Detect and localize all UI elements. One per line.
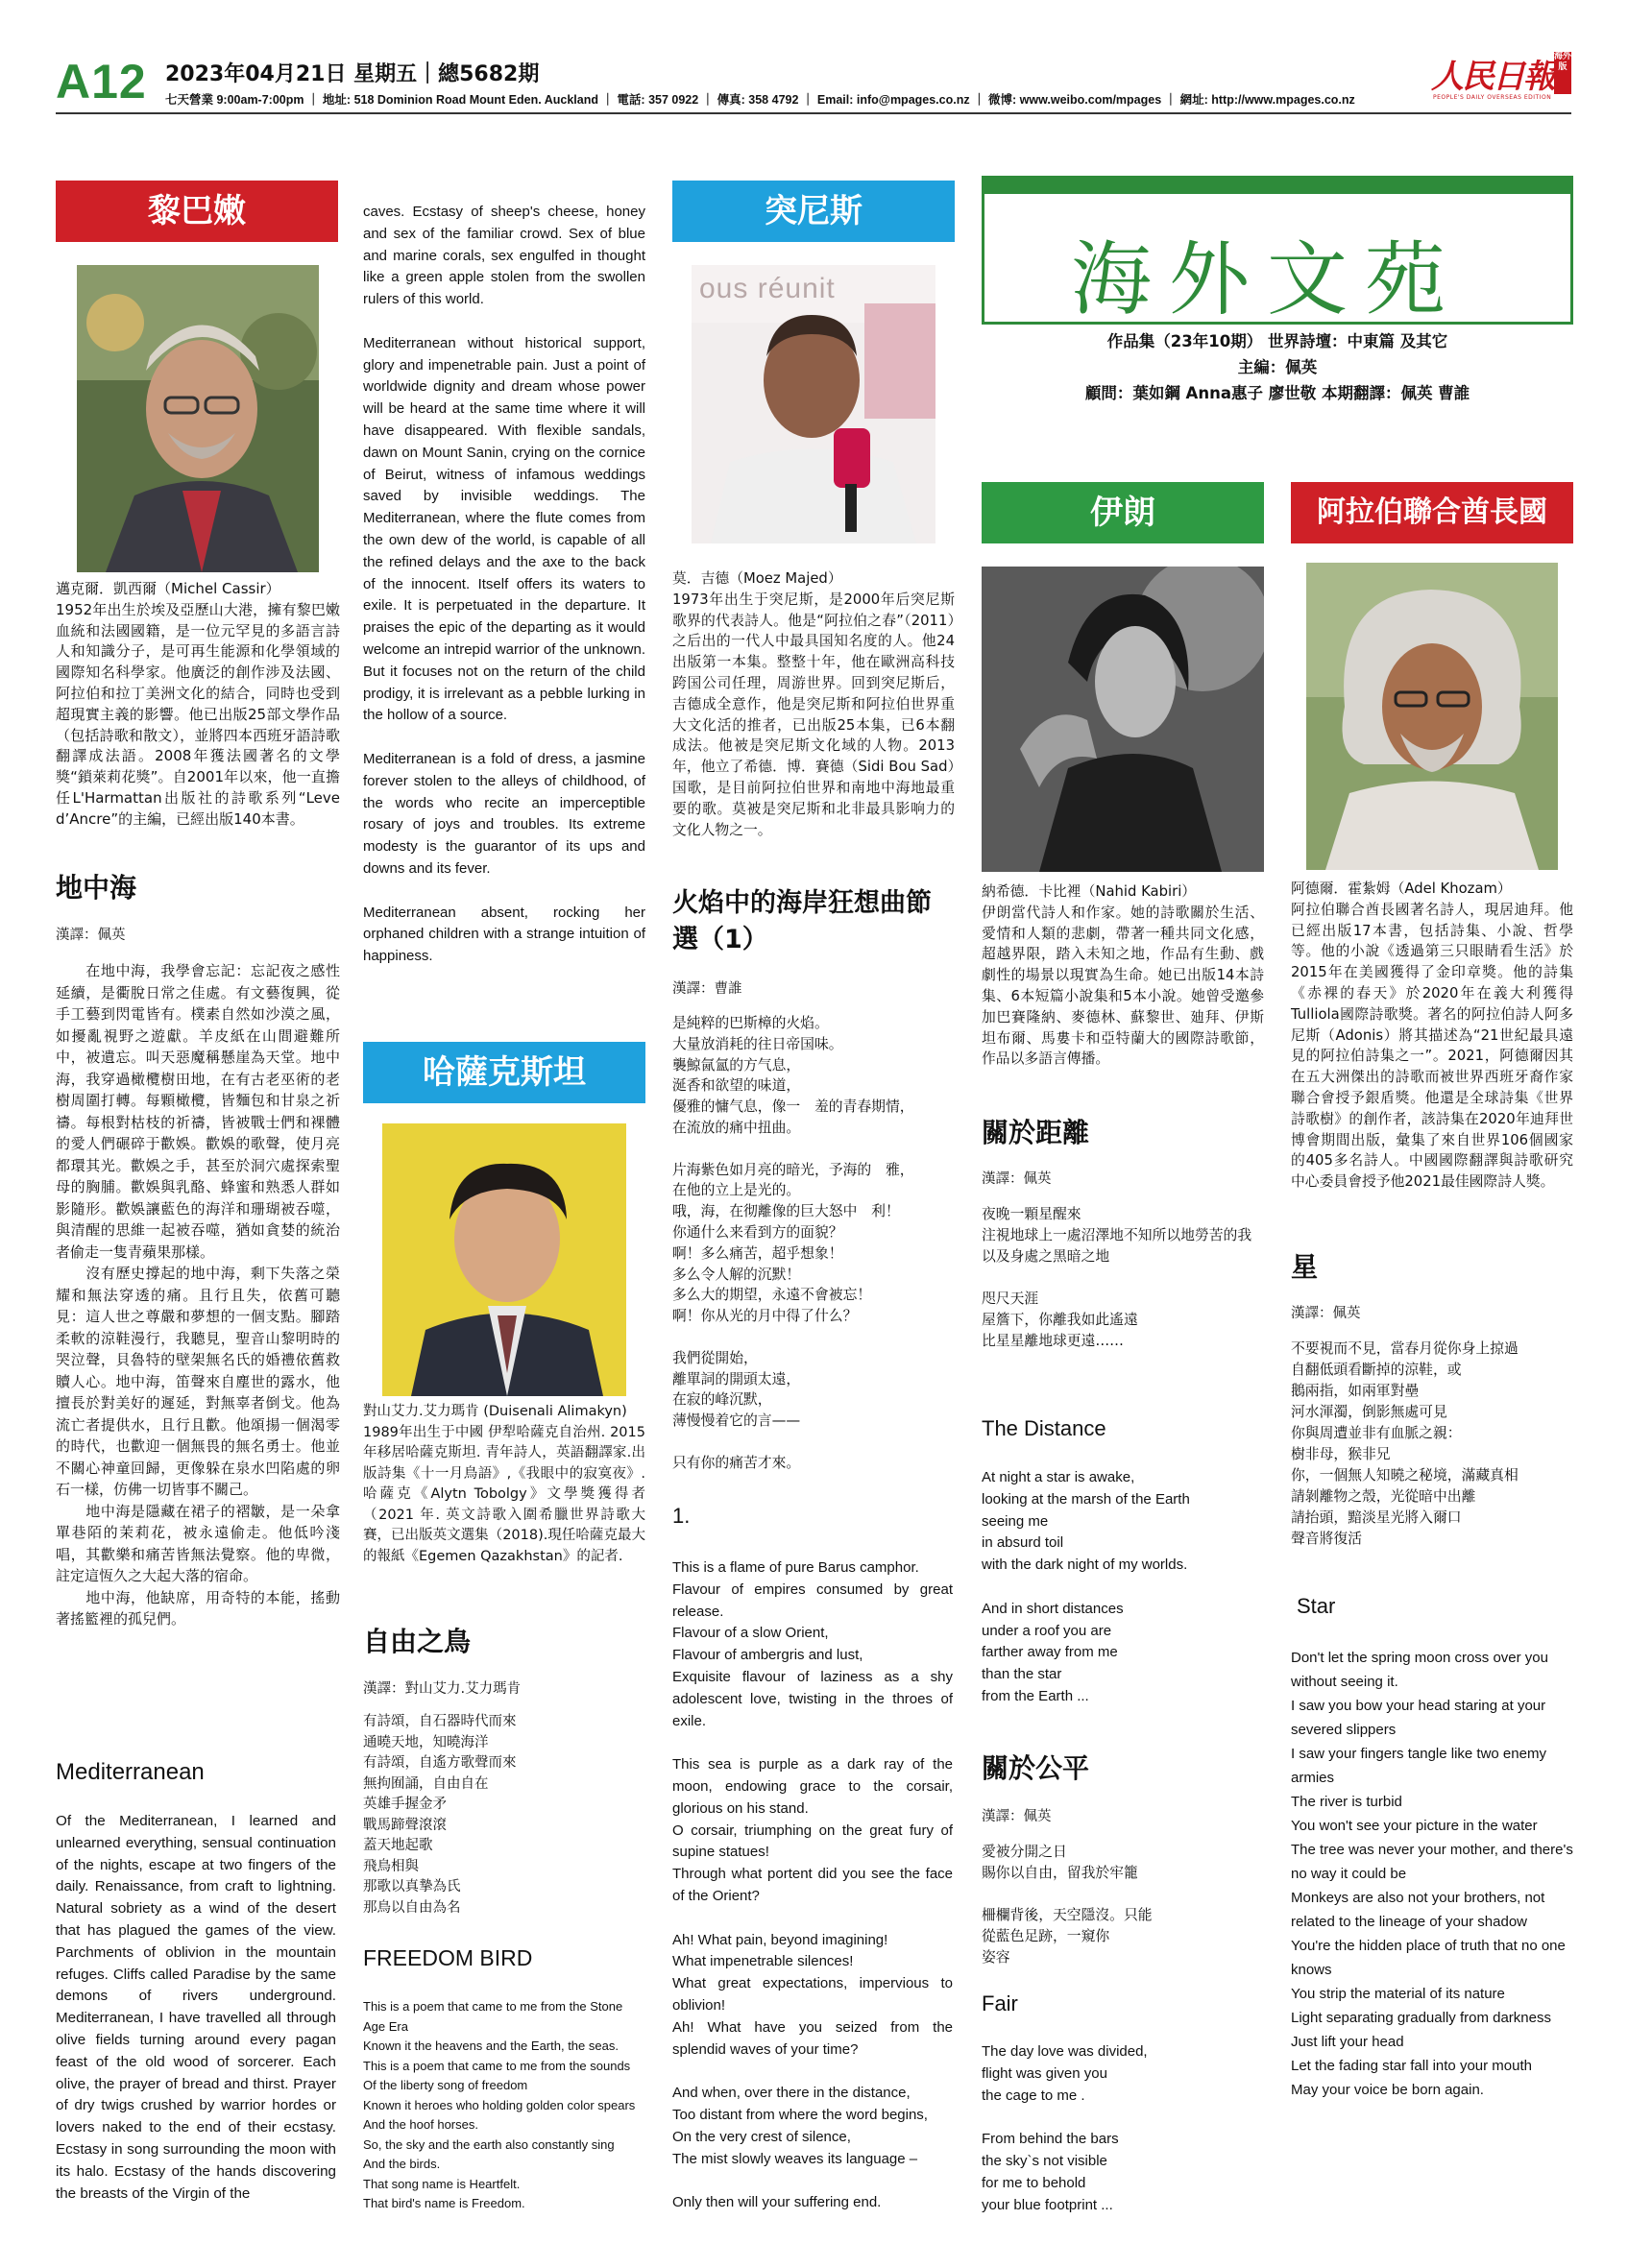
column-masthead <box>982 176 1573 325</box>
poem-body-mediterranean-en-2: caves. Ecstasy of sheep's cheese, honey and sex of the familiar crowd. Sex of blue and marine corals, sex engulfed in thought like a green apple stolen from the swollen rulers of this world. Mediterranean without historical support, glory and impenetrable pain. Just a point of worldwide dignity and dream whose power will be heard at the same time where it will have disappeared. With flexible sandals, dawn on Mount Sanin, crying on the cornice of Beirut, witness of infamous weddings saved by invisible weddings. The Mediterranean, where the flute comes from the own dew of the world, is capable of all the refined delays and the axe to the back of the innocent. Itself offers its waters to exile. It is perpetuated in the departure. It praises the epic of the departing as it would welcome an intrepid warrior of the unknown. But it focuses not on the return of the child prodigy, it is irrelevant as a pebble lurking in the hollow of a source. Mediterranean is a fold of dress, a jasmine forever stolen to the alleys of childhood, of the words who recite an imperceptible rosary of joys and troubles. Its extreme modesty is the guarantor of its ups and downs and its fever. Mediterranean absent, rocking her orphaned children with a strange intuition of happiness. <box>363 204 645 965</box>
poem-body-fair-en: The day love was divided, flight was given you the cage to me . From behind the bars the sky`s not visible for me to behold your blue footprint ... <box>982 2043 1148 2213</box>
section-banner-tunisia: 突尼斯 <box>672 181 955 242</box>
photo-background-sign: ous réunit <box>699 273 836 304</box>
poem-body-star-en: Don't let the spring moon cross over you without seeing it. I saw you bow your head staring at your severed slippers I saw your fingers tangle like two enemy armies The river is turbid You won't see your picture in the water The tree was never your mother, and there's no way it could be Monkeys are also not your brothers, not related to the lineage of your shadow You're the hidden place of truth that no one knows You strip the material of its nature Light separating gradually from darkness Just lift your head Let the fading star fall into your mouth May your voice be born again. <box>1291 1650 1573 2098</box>
poem-body-coast-rhapsody-zh: 是純粹的巴斯樟的火焰。 大量放消耗的往日帝国味。 襲鯨氤氳的方气息， 涎香和欲望的味道， 優雅的慵气息，像一 羞的青春期情， 在流放的痛中扭曲。 片海紫色如月亮的暗光，予海的 雅， 在他的立上是光的。 哦，海，在彻離像的巨大怒中 利！ 你通什么来看到方的面貌？ 啊！多么痛苦，超乎想象！ 多么令人解的沉默！ 多么大的期望，永遠不會被忘！ 啊！你从光的月中得了什么？ 我們從開始， 離單詞的開頭太遠， 在寂的峰沉默， 薄慢慢着它的言—— 只有你的痛苦才來。 <box>672 1015 914 1471</box>
poem-title-star-zh: 星 <box>1291 1251 1319 1283</box>
header-rule <box>56 112 1571 114</box>
section-banner-lebanon: 黎巴嫩 <box>56 181 338 242</box>
translator-tunisia: 漢譯：曹誰 <box>672 981 742 997</box>
poem-title-fair-zh: 關於公平 <box>982 1752 1090 1784</box>
poem-title-star-en: Star <box>1297 1594 1336 1618</box>
bio-tunisia: 莫．吉德（Moez Majed） 1973年出生于突尼斯，是2000年后突尼斯歌界的代表詩人。他是“阿拉伯之春”（2011）之后出的一代人中最具国知名度的人。他24出版第一本集。整整十年，他在歐洲高科技跨国公司任理，周游世界。回到突尼斯后，吉德成全意作，他是突尼斯和阿拉伯世界重大文化活的推者，已出版25本集，已6本翻成法。他被是突尼斯文化域的人物。2013年，他立了希德．博．賽德（Sidi Bou Sad）国歌，是目前阿拉伯世界和南地中海地最重要的歌。莫被是突尼斯和北非最具影响力的文化人物之一。 <box>672 570 955 838</box>
poem-body-mediterranean-en-1: Of the Mediterranean, I learned and unlearned everything, sensual continuation of the nights, escape at two fingers of the daily. Renaissance, from craft to lightning. Natural sobriety as a wind of the desert that has plagued the games of the view. Parchments of oblivion in the mountain refuges. Cliffs called Paradise by the same demons of rivers underground. Mediterranean, I have travelled all through olive fields turning around every pagan feast of the old wood of sorcerer. Each olive, the prayer of bread and thirst. Prayer of dry twigs crushed by warrior hordes or lovers naked to the end of their ecstasy. Ecstasy in song surrounding the moon with its halo. Ecstasy of the hands discovering the breasts of the Virgin of the <box>56 1813 336 2202</box>
translator-lebanon: 漢譯：佩英 <box>56 928 126 943</box>
translator-iran-2: 漢譯：佩英 <box>982 1809 1052 1824</box>
poem-body-star-zh: 不要視而不見，當春月從你身上掠過 自翻低頭看斷掉的涼鞋，或 鵝兩指，如兩軍對壘 河水渾濁，倒影無處可見 你與周遭並非有血脈之親： 樹非母，猴非兄 你，一個無人知曉之秘境，滿藏真相 請剝離物之殼，光從暗中出離 請抬頭，黯淡星光將入爾口 聲音將復活 <box>1291 1340 1519 1547</box>
poem-title-distance-zh: 關於距離 <box>982 1117 1090 1148</box>
photo-moez-majed <box>692 265 935 543</box>
portrait-image <box>692 265 935 543</box>
poem-title-mediterranean-zh: 地中海 <box>56 872 137 904</box>
portrait-image <box>382 1123 626 1396</box>
masthead-title: 海外文苑 <box>1071 232 1464 326</box>
contact-info-line: 七天營業 9:00am-7:00pm ｜ 地址: 518 Dominion Road Mount Eden. Auckland ｜ 電話: 357 0922 ｜ 傳真: 358 4792 ｜ Email: info@mpages.co.nz ｜ 微博: www.weibo.com/mpages ｜ 網址: http://www.mpages.co.nz <box>165 93 1355 107</box>
credits-line-3: 顧問：葉如鋼 Anna惠子 廖世敬 本期翻譯：佩英 曹誰 <box>1084 384 1470 402</box>
poem-body-fair-zh: 愛被分開之日 賜你以自由，留我於牢籠 柵欄背後，天空隱沒。只能 從藍色足跡，一窺你 姿容 <box>982 1844 1153 1966</box>
issue-date-line: 2023年04月21日 星期五｜總5682期 <box>165 62 540 86</box>
section-banner-kazakhstan: 哈薩克斯坦 <box>363 1042 645 1103</box>
poem-section-number: 1. <box>672 1504 691 1528</box>
logo-text: 人民日報 <box>1431 58 1554 96</box>
bio-lebanon: 邁克爾．凱西爾（Michel Cassir） 1952年出生於埃及亞歷山大港，擁有黎巴嫩血統和法國國籍，是一位元罕見的多語言詩人和知識分子，是可再生能源和化學領域的國際知名科學家。他廣泛的創作涉及法國、阿拉伯和拉丁美洲文化的結合，同時也受到超現實主義的影響。他已出版25部文學作品（包括詩歌和散文），並將四本西班牙語詩歌翻譯成法語。2008年獲法國著名的文學獎“鎖萊莉花獎”。自2001年以來，他一直擔任L'Harmattan出版社的詩歌系列“Leve d’Ancre”的主編，已經出版140本書。 <box>56 580 340 828</box>
newspaper-logo[interactable] <box>1431 50 1575 109</box>
poem-title-coast-rhapsody-zh: 火焰中的海岸狂想曲節選（1） <box>672 888 932 954</box>
poem-body-freedom-bird-zh: 有詩頌，自石器時代而來 通曉天地，知曉海洋 有詩頌，自遙方歌聲而來 無拘囿誦，自由自在 英雄手握金矛 戰馬蹄聲滾滾 蓋天地起歌 飛鳥相與 那歌以真摯為氏 那鳥以自由為名 <box>363 1714 517 1916</box>
bio-uae: 阿德爾．霍紮姆（Adel Khozam） 阿拉伯聯合酋長國著名詩人，現居迪拜。他已經出版17本書，包括詩集、小說、哲學等。他的小說《透過第三只眼睛看生活》於2015年在美國獲得了金印章獎。他的詩集《赤裸的春天》於2020年在義大利獲得Tulliola國際詩歌獎。著名的阿拉伯詩人阿多尼斯（Adonis）將其描述為“21世紀最具遠見的阿拉伯詩集之一”。2021，阿德爾因其在五大洲傑出的詩歌而被世界西班牙裔作家聯合會授予銀盾獎。他還是全球詩集《世界詩歌樹》的創作者，該詩集在2020年迪拜世博會期間出版，彙集了來自世界106個國家的405多名詩人。中國國際翻譯與詩歌研究中心委員會授予他2021最佳國際詩人獎。 <box>1291 881 1573 1191</box>
poem-body-mediterranean-zh: 在地中海，我學會忘記：忘記夜之感性延續，是衢脫日常之佳處。有文藝復興，從手工藝到閃電皆有。樸素自然如沙漠之風，如擾亂視野之遊獻。羊皮紙在山間避難所中，被遺忘。叫天惡魔稱懸崖為天堂。地中海，我穿過橄欖樹田地，在有古老巫術的老樹周圍打轉。每顆橄欖，皆麵包和甘泉之祈禱。每根對枯枝的祈禱，皆被戰士們和裸體的愛人們碾碎于歡娛。歡娛的歌聲，使月亮都環其光。歡娛之手，甚至於洞穴處探索聖母的胸脯。歡娛與乳酪、蜂蜜和熟悉人群如影隨形。歡娛讓藍色的海洋和珊瑚被吞噬，與清醒的思維一起被吞噬，猶如貪婪的統治者偷走一隻青蘋果那樣。 沒有歷史撐起的地中海，剩下失落之榮耀和無法穿透的痛。且行且失，依舊可聽見：這人世之尊嚴和夢想的一個支點。腳踏柔軟的涼鞋漫行，我聽見，聖音山黎明時的哭泣聲，貝魯特的壁架無名氏的婚禮依舊救贖人心。地中海，笛聲來自塵世的露水，他擅長於對美好的遲延，對無辜者倒戈。他為流亡者提供水，且行且歡。他頌揚一個渴零的時代，也歡迎一個無畏的無名勇士。他並不關心神童回歸，更像躲在泉水凹陷處的卵石一樣，仿佛一切皆事不關己。 地中海是隱藏在裙子的褶皺，是一朵拿單巷陌的茉莉花，被永遠偷走。他低吟淺唱，其歡樂和痛苦皆無法覺察。他的卑微，註定這恆久之大起大落的宿命。 地中海，他缺席，用奇特的本能，搖動著搖籃裡的孤兒們。 <box>56 962 340 1628</box>
poem-title-freedom-bird-zh: 自由之鳥 <box>363 1626 472 1657</box>
poem-title-freedom-bird-en: FREEDOM BIRD <box>363 1945 533 1970</box>
poem-body-distance-zh: 夜晚一顆星醒來 注視地球上一處沼澤地不知所以地勞苦的我 以及身處之黑暗之地 咫尺天涯 屋簷下，你離我如此遙遠 比星星離地球更遠…… <box>982 1206 1252 1349</box>
masthead-top-bar <box>984 179 1570 194</box>
translator-iran-1: 漢譯：佩英 <box>982 1171 1052 1187</box>
masthead-credits <box>982 328 1573 406</box>
credits-line-1: 作品集（23年10期） 世界詩壇：中東篇 及其它 <box>1106 332 1448 350</box>
poem-title-distance-en: The Distance <box>982 1416 1106 1440</box>
bio-iran: 納希德．卡比裡（Nahid Kabiri） 伊朗當代詩人和作家。她的詩歌關於生活、愛情和人類的悲劇，帶著一種共同文化感，超越界限，踏入未知之地，作品有生動、戲劇性的場景以現實為生命。她已出版14本詩集、6本短篇小說集和5本小說。她曾受邀參加巴賽隆納、麥德林、蘇黎世、廸拜、伊斯坦布爾、馬婁卡和亞特蘭大的國際詩歌節，作品以多語言傳播。 <box>982 883 1264 1068</box>
translator-kazakhstan: 漢譯：對山艾力.艾力瑪肯 <box>363 1681 522 1697</box>
photo-duisenali-alimakyn <box>382 1123 626 1396</box>
poem-body-distance-en: At night a star is awake, looking at the marsh of the Earth seeing me in absurd toil with the dark night of my worlds. And in short distances under a roof you are farther away from me than the star from the Earth ... <box>982 1469 1190 1704</box>
photo-nahid-kabiri <box>982 567 1264 872</box>
credits-line-2: 主編：佩英 <box>1237 358 1318 376</box>
poem-title-mediterranean-en: Mediterranean <box>56 1759 205 1785</box>
portrait-image <box>77 265 319 572</box>
section-banner-uae: 阿拉伯聯合酋長國 <box>1291 482 1573 543</box>
logo-subtitle: PEOPLE'S DAILY OVERSEAS EDITION <box>1433 94 1552 101</box>
portrait-image <box>1306 563 1558 870</box>
photo-adel-khozam <box>1306 563 1558 870</box>
poem-title-fair-en: Fair <box>982 1991 1018 2015</box>
poem-body-coast-rhapsody-en: This is a flame of pure Barus camphor. Flavour of empires consumed by great release. Flavour of a slow Orient, Flavour of ambergris and lust, Exquisite flavour of laziness as a shy adolescent love, twisting in the throes of exile. This sea is purple as a dark ray of the moon, endowing grace to the corsair, glorious on his stand. O corsair, triumphing on the great fury of supine statues! Through what portent did you see the face of the Orient? Ah! What pain, beyond imagining! What impenetrable silences! What great expectations, impervious to oblivion! Ah! What have you seized from the splendid waves of your time? And when, over there in the distance, Too distant from where the word begins, On the very crest of silence, The mist slowly weaves its language – Only then will your suffering end. <box>672 1559 953 2211</box>
section-banner-iran: 伊朗 <box>982 482 1264 543</box>
photo-michel-cassir <box>77 265 319 572</box>
bio-kazakhstan: 對山艾力.艾力瑪肯 (Duisenali Alimakyn) 1989年出生于中國 伊犁哈薩克自治州. 2015年移居哈薩克斯坦. 青年詩人，英語翻譯家.出版詩集《十一月鳥語》,《我眼中的寂寞夜》. 哈薩克《Alytn Tobolgy》文學獎獲得者（2021 年. 英文詩歌入圍希臘世界詩歌大賽，已出版英文選集（2018).現任哈薩克最大的報紙《Egemen Qazakhstan》的記者. <box>363 1404 645 1564</box>
poem-body-freedom-bird-en: This is a poem that came to me from the Stone Age Era Known it the heavens and the Earth, the seas. This is a poem that came to me from the sounds Of the liberty song of freedom Known it heroes who holding golden color spears And the hoof horses. So, the sky and the earth also constantly sing And the birds. That song name is Heartfelt. That bird's name is Freedom. <box>363 1999 636 2210</box>
translator-uae: 漢譯：佩英 <box>1291 1306 1361 1321</box>
logo-badge: 海外版 <box>1554 52 1571 94</box>
page-code: A12 <box>56 55 147 109</box>
portrait-image <box>982 567 1264 872</box>
